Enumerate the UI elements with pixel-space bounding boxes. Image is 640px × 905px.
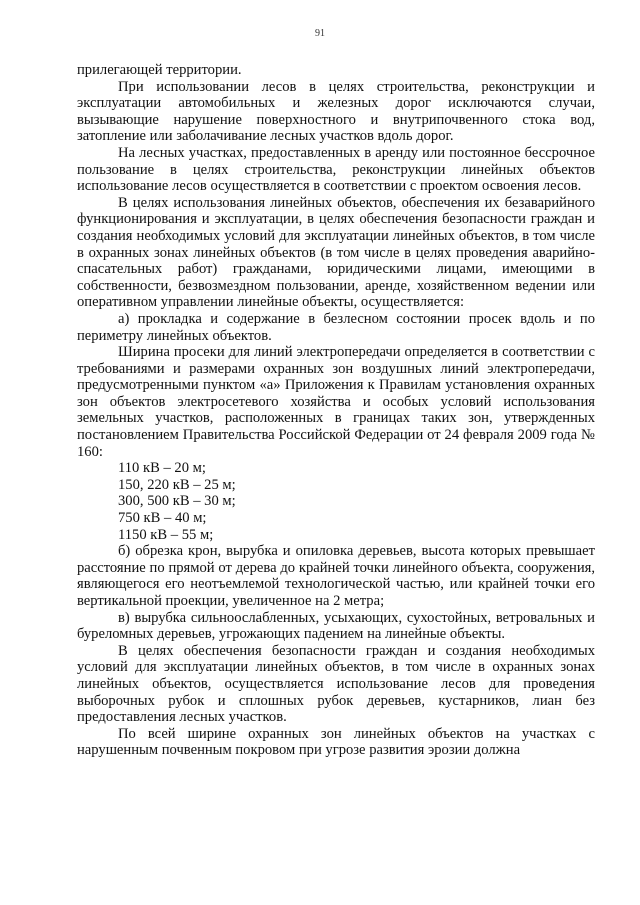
paragraph-erosion: По всей ширине охранных зон линейных объектов на участках с нарушенным почвенным покровом при угрозе развития эрозии должна [77,725,595,759]
paragraph-item-v: в) вырубка сильноослабленных, усыхающих, сухостойных, ветровальных и буреломных деревьев, угрожающих падением на линейные объекты. [77,609,595,643]
voltage-list-item: 110 кВ – 20 м; [118,460,206,477]
paragraph-lease: На лесных участках, предоставленных в аренду или постоянное бессрочное пользование в целях строительства, реконструкции линейных объектов использование лесов осуществляется в соответствии с проектом освоения лесов. [77,144,595,195]
voltage-list-item: 750 кВ – 40 м; [118,510,207,527]
voltage-list-item: 150, 220 кВ – 25 м; [118,476,236,493]
paragraph-continuation: прилегающей территории. [77,62,242,78]
paragraph-item-a: а) прокладка и содержание в безлесном состоянии просек вдоль и по периметру линейных объектов. [77,310,595,344]
page-number: 91 [315,28,325,39]
voltage-list-item: 300, 500 кВ – 30 м; [118,493,236,510]
paragraph-safety: В целях обеспечения безопасности граждан и создания необходимых условий для эксплуатации линейных объектов, в том числе в охранных зонах линейных объектов, осуществляется использование лесов для проведения выборочных рубок и сплошных рубок деревьев, кустарников, лиан без предоставления лесных участков. [77,642,595,726]
paragraph-linear-objects: В целях использования линейных объектов, обеспечения их безаварийного функционирования и эксплуатации, в целях обеспечения безопасности граждан и создания необходимых условий для эксплуатации линейных объектов, в том числе в охранных зонах линейных объектов (в том числе в целях проведения аварийно-спасательных работ) гражданами, юридическими лицами, имеющими в собственности, безвозмездном пользовании, аренде, хозяйственном ведении или оперативном управлении линейные объекты, осуществляется: [77,194,595,311]
paragraph-item-b: б) обрезка крон, вырубка и опиловка деревьев, высота которых превышает расстояние по прямой от дерева до крайней точки линейного объекта, сооружения, являющегося его неотъемлемой технологической частью, или крайней точки его вертикальной проекции, увеличенное на 2 метра; [77,543,595,609]
paragraph-clearing-width: Ширина просеки для линий электропередачи определяется в соответствии с требованиями и размерами охранных зон воздушных линий электропередачи, предусмотренными пунктом «а» Приложения к Правилам установления охранных зон объектов электросетевого хозяйства и особых условий использования земельных участков, расположенных в границах таких зон, утвержденных постановлением Правительства Российской Федерации от 24 февраля 2009 года № 160: [77,344,595,460]
document-body [77,62,595,759]
paragraph-roads: При использовании лесов в целях строительства, реконструкции и эксплуатации автомобильных и железных дорог исключаются случаи, вызывающие нарушение поверхностного и внутрипочвенного стока вод, затопление или заболачивание лесных участков вдоль дорог. [77,78,595,145]
voltage-list-item: 1150 кВ – 55 м; [118,526,214,543]
